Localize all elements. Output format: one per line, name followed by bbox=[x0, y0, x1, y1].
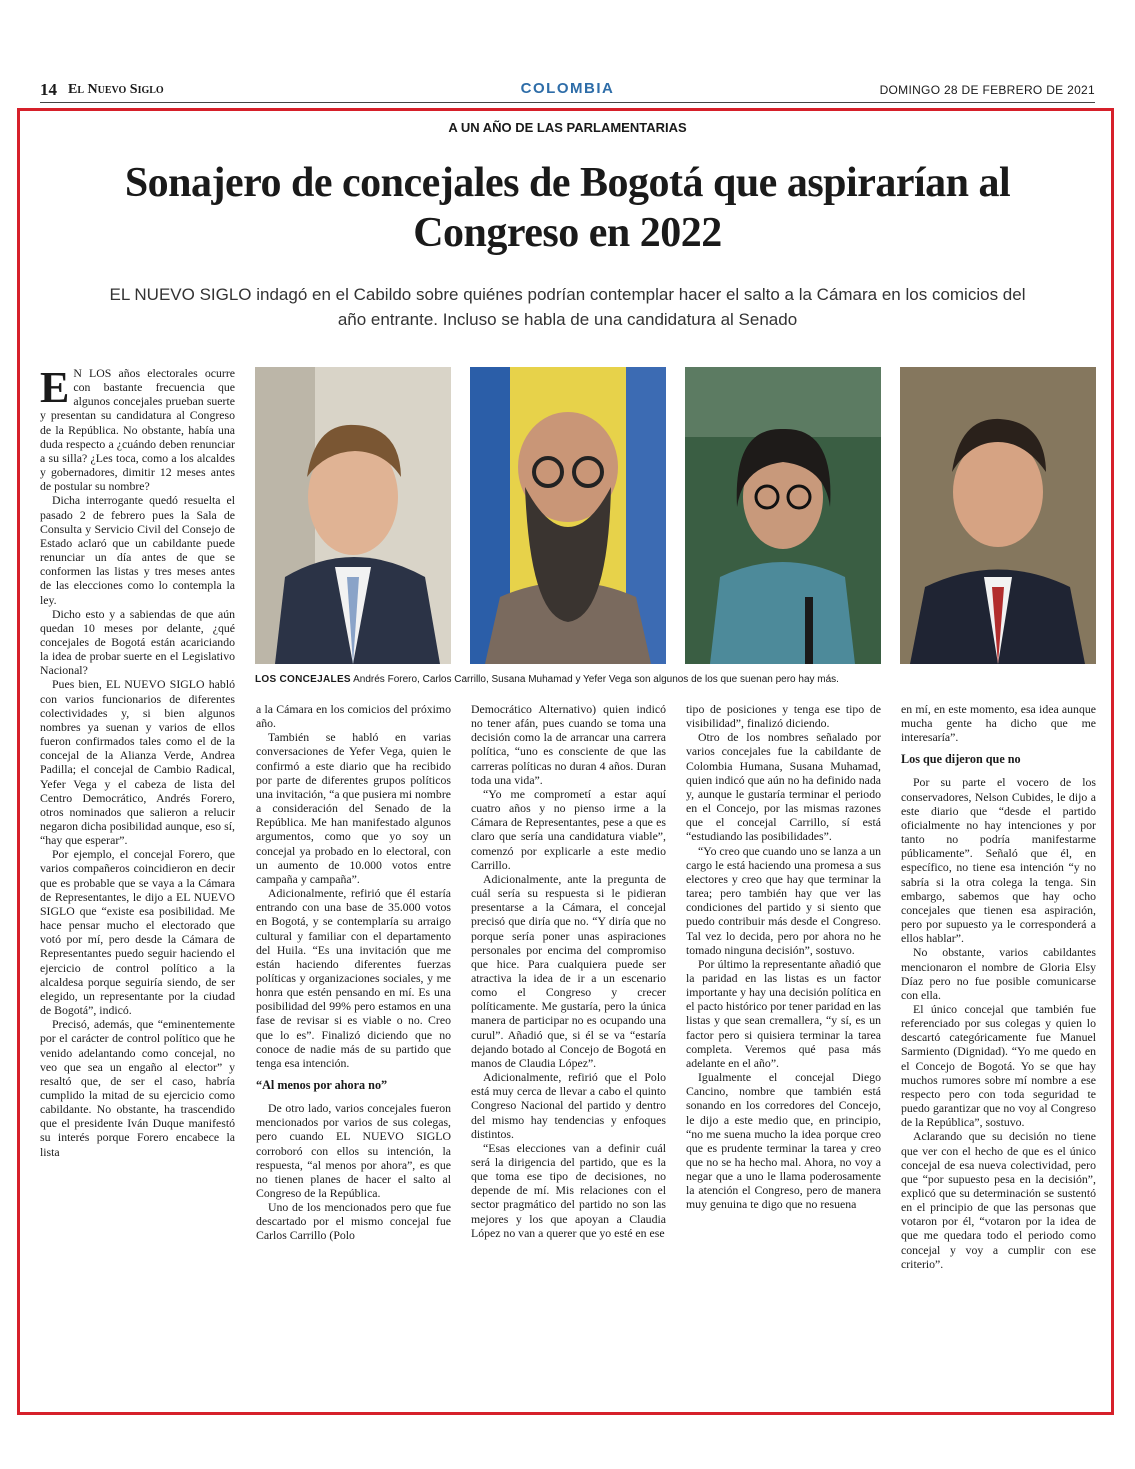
article-paragraph: Adicionalmente, ante la pregunta de cuál sería su respuesta si le pidieran presentarse a la Cámara, el concejal precisó que diría que no. “Y diría que no porque sería poner unas aspiraciones personales por encima del compromiso que hice. Para cualquiera puede ser atractiva la idea de ir a un escenario como el Congreso y crecer políticamente. Me gustaría, pero la única manera de participar no es ocupando una curul”. Añadió que, si él se va “estaría dejando botado al Concejo de Bogotá en manos de Claudia López”. bbox=[471, 871, 666, 1070]
article-paragraph: Adicionalmente, refirió que él estaría entrando con una base de 35.000 votos en Bogotá, y se contemplaría su arraigo cultural y familiar con el departamento del Huila. “Es una invitación que me están haciendo diferentes fuerzas políticas y organizaciones sociales, y me honra que estén pensando en mí. Es una posibilidad del 99% pero estamos en una fase de revisar si es viable o no. Creo que lo es”. Finalizó diciendo que no conoce de nadie más de su partido que tenga esa intención. bbox=[256, 886, 451, 1070]
photo-carlos-carrillo bbox=[470, 367, 666, 664]
article-paragraph: Uno de los mencionados pero que fue descartado por el mismo concejal fue Carlos Carrillo (Polo bbox=[256, 1200, 451, 1243]
article-paragraph: Aclarando que su decisión no tiene que ver con el hecho de que es el único concejal de esa nueva colectividad, pero que “por supuesto pesa en la decisión”, explicó que su determinación se sustentó en el principio de que las personas que votaron por él, “votaron por la idea de que me quedara todo el periodo como concejal y voy a cumplir con ese criterio”. bbox=[901, 1129, 1096, 1271]
article-paragraph: Adicionalmente, refirió que el Polo está muy cerca de llevar a cabo el quinto Congreso Nacional del partido y dentro del mismo hay tendencias y enfoques distintos. bbox=[471, 1070, 666, 1141]
article-deck: EL NUEVO SIGLO indagó en el Cabildo sobre quiénes podrían contemplar hacer el salto a la Cámara en los comicios del año entrante. Incluso se habla de una candidatura al Senado bbox=[109, 285, 1026, 329]
article-paragraph: E N LOS años electorales ocurre con bastante frecuencia que algunos concejales prueban suerte y presentan su candidatura al Congreso de la República. No obstante, había una duda respecto a ¿cuándo deben renunciar a su silla? ¿Les toca, como a los alcaldes y gobernadores, dimitir 12 meses antes de postular su nombre? bbox=[40, 366, 235, 494]
article-paragraph: Por último la representante añadió que la paridad en las listas es un factor importante y hay una decisión política en el pacto histórico por tener paridad en las listas y que sean cremallera, “y sí, es un factor pero si quisiera terminar la tarea completa. Veremos qué pasa más adelante en el año”. bbox=[686, 956, 881, 1070]
article-column-3 bbox=[471, 702, 666, 1388]
article-paragraph: Otro de los nombres señalado por varios concejales fue la cabildante de Colombia Humana, Susana Muhamad, quien indicó que aún no ha definido nada y, aunque le gustaría terminar el periodo en el Concejo, por las mismas razones que el concejal Carrillo, sí está “estudiando las posibilidades”. bbox=[686, 730, 881, 844]
article-paragraph: tipo de posiciones y tenga ese tipo de visibilidad”, finalizó diciendo. bbox=[686, 702, 881, 731]
article-paragraph: Por su parte el vocero de los conservadores, Nelson Cubides, le dijo a este diario que “desde el partido oficialmente no hay intenciones y por tanto no podría manifestarme públicamente”. Señaló que él, en específico, no tiene esa intención “y no sabría si la otra colega la tenga. Sin embargo, sabemos que hay ocho concejales que tienen esa aspiración, pero por supuesto ya le corresponderá a ellos hablar”. bbox=[901, 775, 1096, 946]
article-paragraph: “Yo creo que cuando uno se lanza a un cargo le está haciendo una promesa a sus electores y creo que hay que terminar la tarea; pero también hay que ver las condiciones del partido y si siento que puedo contribuir más desde el Congreso. Tal vez lo decida, pero por ahora no he tomado ninguna decisión”, sostuvo. bbox=[686, 843, 881, 957]
page-header bbox=[40, 80, 1095, 103]
article-paragraph: Precisó, además, que “eminentemente por el carácter de control político que he venido adelantando como concejal, no veo que sea un engaño al elector” y resaltó que, de ser el caso, habría cumplido la mitad de su ejercicio como cabildante. No obstante, ha trascendido que el presidente Iván Duque manifestó su interés porque Forero encabece la lista bbox=[40, 1017, 235, 1159]
article-paragraph: Por ejemplo, el concejal Forero, que varios compañeros coincidieron en decir que es probable que se vaya a la Cámara de Representantes, le dijo a EL NUEVO SIGLO que “existe esa posibilidad. Me hace pensar mucho el electorado que votó por mí, pero desde la Cámara de Representantes puedo seguir haciendo el ejercicio de control político a la alcaldesa porque seguiría siendo, de ser elegido, un representante por la ciudad de Bogotá”, indicó. bbox=[40, 847, 235, 1018]
article-column-1 bbox=[40, 366, 235, 1388]
article-paragraph: Democrático Alternativo) quien indicó no tener afán, pues cuando se toma una decisión como la de arrancar una carrera política, “uno es consciente de que las carreras políticas no duran 4 años. Duran toda una vida”. bbox=[471, 702, 666, 787]
article-paragraph: a la Cámara en los comicios del próximo año. bbox=[256, 702, 451, 731]
article-paragraph: en mí, en este momento, esa idea aunque mucha gente ha dicho que me interesaría”. bbox=[901, 702, 1096, 745]
article-paragraph: Dicha interrogante quedó resuelta el pasado 2 de febrero pues la Sala de Consulta y Servicio Civil del Consejo de Estado aclaró que un cabildante puede renunciar un día antes de que se conformen las listas y tres meses antes de las elecciones como lo contempla la ley. bbox=[40, 493, 235, 607]
article-paragraph: El único concejal que también fue referenciado por sus colegas y quien lo descartó categóricamente fue Manuel Sarmiento (Dignidad). “Yo me quedo en el Concejo de Bogotá. Yo se que hay muchos rumores sobre mí nombre a ese respecto pero con toda seguridad te puedo garantizar que no voy al Congreso de la República”, sostuvo. bbox=[901, 1001, 1096, 1130]
article-paragraph: Igualmente el concejal Diego Cancino, nombre que también está sonando en los corredores del Concejo, le dijo a este medio que, en principio, “no me suena mucho la idea porque creo que es prudente terminar la tarea y creo que no se ha hecho mal. Ahora, no voy a negar que a uno le llama poderosamente la atención el Congreso, pero de manera muy genuina te digo que no resuena bbox=[686, 1070, 881, 1212]
article-paragraph: Dicho esto y a sabiendas de que aún quedan 10 meses por delante, ¿qué concejales de Bogotá están acariciando la idea de probar suerte en el Legislativo Nacional? bbox=[40, 606, 235, 678]
article-paragraph: También se habló en varias conversaciones de Yefer Vega, quien le confirmó a este diario que ha recibido por parte de diferentes grupos políticos una invitación, “a que pusiera mi nombre a consideración del Senado de la República. Me han manifestado algunos argumentos, como que yo soy un concejal ya probado en lo electoral, con un aumento de 10.000 votos entre campaña y campaña”. bbox=[256, 730, 451, 886]
article-kicker: A UN AÑO DE LAS PARLAMENTARIAS bbox=[448, 120, 687, 135]
section-label: COLOMBIA bbox=[520, 80, 615, 97]
subheading: “Al menos por ahora no” bbox=[256, 1078, 388, 1093]
drop-cap: E bbox=[40, 366, 70, 412]
article-column-5 bbox=[901, 702, 1096, 1388]
photo-yefer-vega bbox=[900, 367, 1096, 664]
article-paragraph: “Yo me comprometí a estar aquí cuatro años y no pienso irme a la Cámara de Representantes, pese a que es claro que sería una candidatura viable”, comenzó por explicarle a este medio Carrillo. bbox=[471, 786, 666, 872]
photo-caption bbox=[255, 674, 1085, 685]
issue-date: DOMINGO 28 DE FEBRERO DE 2021 bbox=[879, 83, 1095, 97]
article-paragraph: “Esas elecciones van a definir cuál será la dirigencia del partido, que es la que toma ese tipo de decisiones, no depende de mí. Mis relaciones con el sector pragmático del partido no son las mejores y los que apoyan a Claudia López no van a querer que yo esté en ese bbox=[471, 1140, 666, 1240]
caption-text: Andrés Forero, Carlos Carrillo, Susana Muhamad y Yefer Vega son algunos de los que suenan pero hay más. bbox=[353, 674, 839, 685]
photo-andres-forero bbox=[255, 367, 451, 664]
article-column-4 bbox=[686, 702, 881, 1388]
page-number: 14 bbox=[40, 80, 57, 99]
article-paragraph: De otro lado, varios concejales fueron mencionados por varios de sus colegas, pero cuando EL NUEVO SIGLO corroboró con ellos su intención, la respuesta, “al menos por ahora”, es que no tienen planes de hacer el salto al Congreso de la República. bbox=[256, 1101, 451, 1200]
article-paragraph: Pues bien, EL NUEVO SIGLO habló con varios funcionarios de diferentes colectividades y, si bien algunos nombres ya suenan y varios de ellos fueron confirmados tales como el de la concejal de la Alianza Verde, Andrea Padilla; el concejal de Cambio Radical, Yefer Vega y el cabeza de lista del Centro Democrático, Andrés Forero, otros nominados que salieron a relucir negaron dicha posibilidad aunque, eso sí, “hay que esperar”. bbox=[40, 677, 235, 848]
article-headline: Sonajero de concejales de Bogotá que aspirarían al Congreso en 2022 bbox=[124, 160, 1011, 257]
caption-label: LOS CONCEJALES bbox=[255, 674, 351, 685]
article-column-2 bbox=[256, 702, 451, 1388]
subheading: Los que dijeron que no bbox=[901, 752, 1021, 767]
publication-name: El Nuevo Siglo bbox=[68, 82, 164, 97]
article-paragraph: No obstante, varios cabildantes mencionaron el nombre de Gloria Elsy Díaz pero no fue posible comunicarse con ella. bbox=[901, 945, 1096, 1002]
photo-susana-muhamad bbox=[685, 367, 881, 664]
